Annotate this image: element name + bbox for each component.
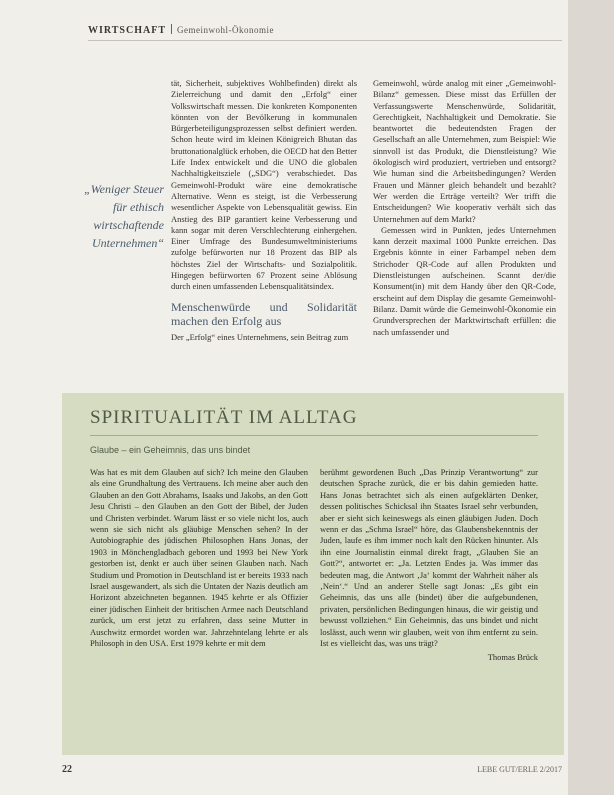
header-rule — [88, 40, 562, 41]
page-number: 22 — [62, 764, 72, 775]
sidebar-box — [62, 393, 564, 755]
section-heading: Menschenwürde und Solidarität machen den Erfolg aus — [171, 299, 357, 328]
box-rule — [90, 435, 538, 436]
box-title: SPIRITUALITÄT IM ALLTAG — [90, 407, 358, 428]
paragraph: Was hat es mit dem Glauben auf sich? Ich meine den Glauben als eine Grundhaltung des Vertrauens. Ich meine aber auch den Glauben an den Gott Abrahams, Isaaks und Jakobs, an den Gott Jesu Christi – den Glauben an den Gott der Bibel, der Juden und Christen verbindet. Warum lässt er so viele nicht los, auch wenn sie sich nicht als gläubige Menschen sehen? In der Autobiographie des jüdischen Philosophen Hans Jonas, der 1903 in Mönchengladbach geboren und 1993 bei New York gestorben ist, denkt er auch über seinen Glauben nach. Nach Studium und Promotion in Deutschland ist er bereits 1933 nach Israel ausgewandert, als sich die Untaten der Nazis deutlich am Horizont abzeichneten begannen. 1945 kehrte er als Offizier einer jüdischen Einheit der britischen Armee nach Deutschland zurück, um erst jetzt zu erfahren, dass seine Mutter in Auschwitz ermordet worden war. Jahrzehntelang lehrte er als Philosoph in den USA. Erst 1979 kehrte er mit dem — [90, 467, 308, 649]
header-divider — [171, 24, 172, 34]
page-edge — [568, 0, 614, 795]
author-name: Thomas Brück — [487, 651, 538, 662]
article-column-1 — [171, 78, 357, 343]
box-subtitle: Glaube – ein Geheimnis, das uns bindet — [90, 445, 251, 455]
paragraph: berühmt gewordenen Buch „Das Prinzip Verantwortung“ zur deutschen Sprache zurück, die er bis dahin gemieden hatte. Hans Jonas betrachtet sich als einen aufgeklärten Denker, dessen politisches Schicksal ihn Staates Israel sehr verbunden, aber er sieht sich keineswegs als einen gläubigen Juden. Doch wenn er das „Schma Israel“ höre, das Glaubensbekenntnis der Juden, laufe es ihm immer noch kalt den Rücken hinunter. Als ihn eine Journalistin einmal direkt fragt, „Glauben Sie an Gott?“, antwortet er: „Ja. Letzten Endes ja. Was immer das bedeuten mag, die Antwort ‚Ja‘ kommt der Wahrheit näher als ‚Nein‘.“ Und an anderer Stelle sagt Jonas: „Es gibt ein Geheimnis, das uns alle (bindet) über die aufgebundenen, privaten, persönlichen Bedingungen hinaus, die wir geistig und bewusst vollziehen.“ Ein Geheimnis, das uns bindet und nicht loslässt, auch wenn wir glauben, weit von ihm entfernt zu sein. Ist es vielleicht das, was uns trägt? — [320, 467, 538, 649]
paragraph: Gemeinwohl, würde analog mit einer „Gemeinwohl-Bilanz“ gemessen. Diese misst das Erfüllen der Verfassungswerte Menschenwürde, Solidarität, Gerechtigkeit, Nachhaltigkeit und Demokratie. Sie beantwortet die bedeutendsten Fragen der Gesellschaft an alle Unternehmen, zum Beispiel: Wie sinnvoll ist das Produkt, die Dienstleistung? Wie ökologisch wird produziert, vertrieben und entsorgt? Wie human sind die Arbeitsbedingungen? Werden Frauen und Männer gleich behandelt und bezahlt? Wer werden die Erträge verteilt? Wer trifft die Entscheidungen? Wie kooperativ verhält sich das Unternehmen auf dem Markt? — [373, 78, 556, 224]
article-column-2 — [373, 78, 556, 338]
pull-quote: „Weniger Steuer für ethisch wirtschaftende Unternehmen“ — [84, 182, 164, 250]
box-column-2 — [320, 467, 538, 663]
section-label: WIRTSCHAFT — [88, 25, 166, 36]
publication-label: LEBE GUT/ERLE 2/2017 — [477, 765, 562, 774]
subsection-label: Gemeinwohl-Ökonomie — [177, 25, 274, 35]
page-header — [88, 24, 274, 36]
paragraph: Gemessen wird in Punkten, jedes Unternehmen kann derzeit maximal 1000 Punkte erreichen. Das Ergebnis könnte in einer Farbampel neben dem Strichoder QR-Code auf allen Produkten und Dienstleistungen aufscheinen. Scannt der/die Konsument(in) mit dem Handy über den QR-Code, erscheint auf dem Display die gesamte Gemeinwohl-Bilanz. Damit würde die Gemeinwohl-Ökonomie ein Grundversprechen der Marktwirtschaft erfüllen: die nach umfassender und — [373, 224, 556, 337]
box-column-1 — [90, 467, 308, 650]
paragraph: Der „Erfolg“ eines Unternehmens, sein Beitrag zum — [171, 331, 349, 342]
paragraph: tät, Sicherheit, subjektives Wohlbefinden) direkt als Zielerreichung und damit den „Erfolg“ einer Volkswirtschaft messen. Die konkreten Komponenten könnten von der Bevölkerung in kommunalen Bürgerbeteiligungsprozessen selbst definiert werden. Schon heute wird im kleinen Königreich Bhutan das bruttonationalglück erhoben, die OECD hat den Better Life Index entwickelt und die UNO die globalen Nachhaltigkeitsziele („SDG“) verabschiedet. Das Gemeinwohl-Produkt wäre eine demokratische Alternative. Wenn es steigt, ist die Verbesserung wesentlicher Aspekte von Lebensqualität gewiss. Ein Anstieg des BIP garantiert keine Verbesserung und kann sogar mit deren Verschlechterung einhergehen. Einer Umfrage des Bundesumweltministeriums zufolge befürworten nur 18 Prozent das BIP als höchstes Ziel der Wirtschafts- und Sozialpolitik. Hingegen befürworten 67 Prozent seine Ablösung durch einen umfassenden Lebensqualitätsindex. — [171, 78, 357, 292]
